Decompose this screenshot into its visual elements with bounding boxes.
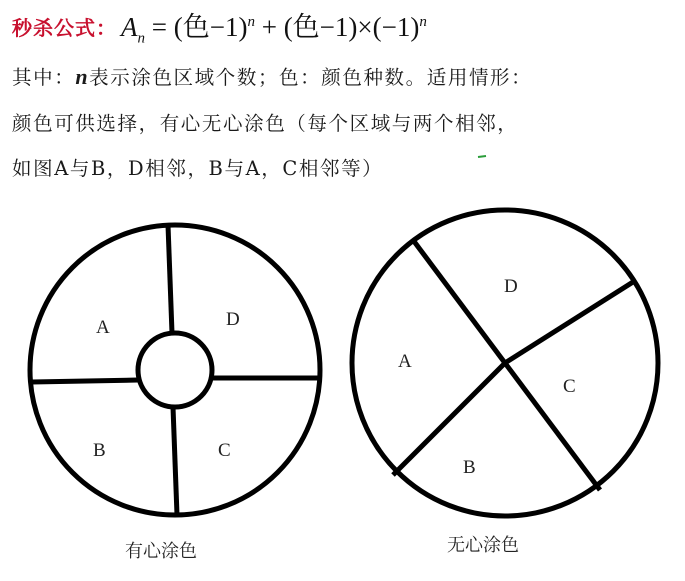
left-region-c: C: [218, 440, 231, 461]
formula-times: ×: [357, 11, 373, 42]
left-figure-caption: 有心涂色: [125, 541, 197, 562]
right-region-a: A: [398, 351, 412, 372]
right-figure-caption: 无心涂色: [447, 535, 519, 556]
left-divider-top: [168, 225, 172, 333]
left-divider-bottom: [173, 407, 177, 515]
explanation-line1-rest: 表示涂色区域个数；色：颜色种数。适用情形：: [89, 66, 533, 89]
explanation-line-3: 如图A与B，D相邻，B与A，C相邻等）: [12, 157, 384, 180]
left-region-d: D: [226, 309, 240, 330]
formula-lhs-subscript: n: [137, 30, 145, 47]
green-mark: [478, 156, 486, 157]
formula-term2-base: (色−1): [283, 11, 358, 42]
left-center-circle: [138, 333, 212, 407]
left-region-b: B: [93, 440, 106, 461]
formula-plus: +: [261, 11, 277, 42]
formula-term3-base: (−1): [372, 11, 420, 42]
right-divider-upper-left: [413, 240, 505, 363]
explanation-variable-n: n: [75, 64, 90, 89]
right-region-d: D: [504, 276, 518, 297]
right-region-b: B: [463, 457, 476, 478]
right-divider-lower-right: [505, 363, 600, 490]
figure-with-center: [30, 225, 320, 515]
right-divider-upper-right: [505, 282, 633, 363]
left-region-a: A: [96, 317, 110, 338]
formula-equals: =: [151, 11, 167, 42]
right-divider-lower-left: [393, 363, 505, 475]
explanation-line-2: 颜色可供选择，有心无心涂色（每个区域与两个相邻，: [12, 112, 519, 135]
formula-term1-base: (色−1): [173, 11, 248, 42]
explanation-line1-prefix: 其中：: [12, 66, 76, 89]
left-divider-left: [32, 380, 138, 382]
formula-lhs-symbol: A: [121, 11, 138, 42]
formula-term1-exponent: n: [247, 13, 255, 30]
right-region-c: C: [563, 376, 576, 397]
formula-term3-exponent: n: [419, 13, 427, 30]
formula-label: 秒杀公式：: [12, 15, 117, 40]
